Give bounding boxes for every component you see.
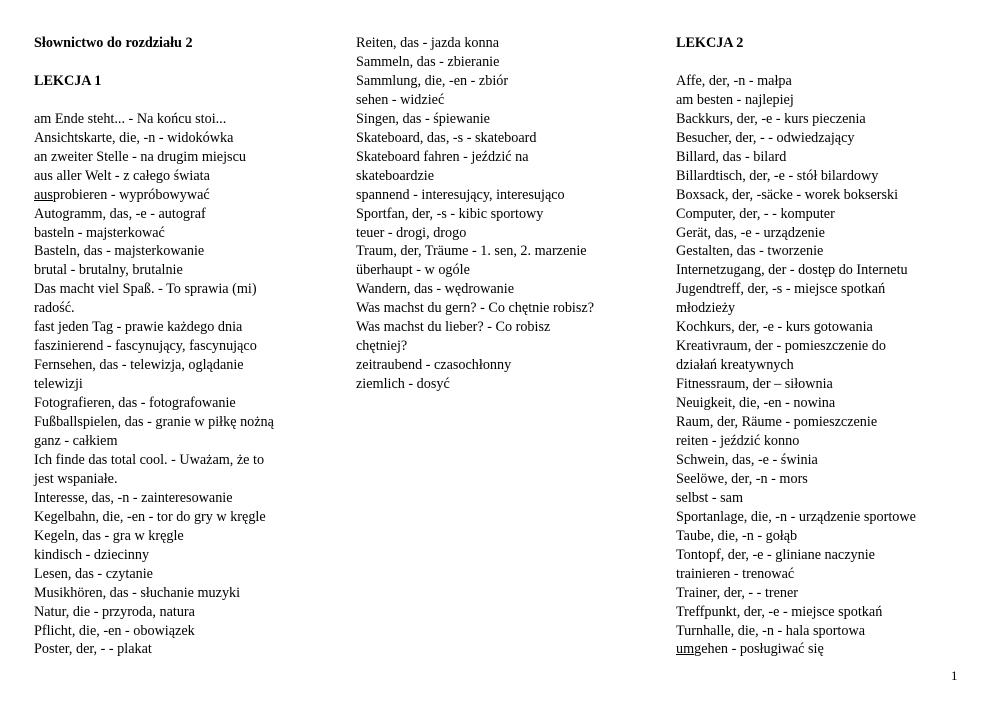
vocabulary-entry: Besucher, der, - - odwiedzający xyxy=(676,129,855,146)
vocabulary-entry: Lesen, das - czytanie xyxy=(34,565,153,582)
vocabulary-entry: Musikhören, das - słuchanie muzyki xyxy=(34,584,241,601)
vocabulary-entry: ziemlich - dosyć xyxy=(356,376,450,393)
vocabulary-entry: Sportfan, der, -s - kibic sportowy xyxy=(356,205,544,222)
vocabulary-entry: Turnhalle, die, -n - hala sportowa xyxy=(676,622,865,639)
vocabulary-entry: telewizji xyxy=(34,376,83,393)
vocabulary-entry: Computer, der, - - komputer xyxy=(676,205,835,222)
vocabulary-entry: Was machst du lieber? - Co robisz xyxy=(356,319,551,336)
vocabulary-entry: Autogramm, das, -e - autograf xyxy=(34,205,206,222)
vocabulary-entry: Fußballspielen, das - granie w piłkę nożną xyxy=(34,414,274,431)
vocabulary-entry: Seelöwe, der, -n - mors xyxy=(676,470,808,487)
vocabulary-entry: Fotografieren, das - fotografowanie xyxy=(34,395,236,412)
vocabulary-entry: Jugendtreff, der, -s - miejsce spotkań xyxy=(676,281,886,298)
vocabulary-entry: Skateboard fahren - jeździć na xyxy=(356,148,529,165)
vocabulary-entry xyxy=(34,186,334,205)
vocabulary-entry: Wandern, das - wędrowanie xyxy=(356,281,515,298)
vocabulary-entry: Reiten, das - jazda konna xyxy=(356,35,500,51)
vocabulary-entry: Internetzugang, der - dostęp do Internetu xyxy=(676,262,908,279)
vocabulary-entry: an zweiter Stelle - na drugim miejscu xyxy=(34,148,246,165)
vocabulary-entry: Sammeln, das - zbieranie xyxy=(356,53,500,70)
spacer xyxy=(34,53,334,72)
vocabulary-entry: aus aller Welt - z całego świata xyxy=(34,167,210,184)
vocabulary-entry: trainieren - trenować xyxy=(676,565,795,582)
vocabulary-entry: am Ende steht... - Na końcu stoi... xyxy=(34,110,227,127)
vocabulary-entry: Skateboard, das, -s - skateboard xyxy=(356,129,537,146)
vocabulary-entry: am besten - najlepiej xyxy=(676,91,794,108)
vocabulary-column-1 xyxy=(34,34,334,659)
vocabulary-entry: Kegeln, das - gra w kręgle xyxy=(34,527,184,544)
vocabulary-entry: Kreativraum, der - pomieszczenie do xyxy=(676,338,886,355)
entry-rest: gehen - posługiwać się xyxy=(694,641,824,658)
vocabulary-entry: Gestalten, das - tworzenie xyxy=(676,243,824,260)
vocabulary-entry: działań kreatywnych xyxy=(676,357,794,374)
spacer xyxy=(34,91,334,110)
vocabulary-entry: Sportanlage, die, -n - urządzenie sportowe xyxy=(676,508,916,525)
vocabulary-entry: spannend - interesujący, interesująco xyxy=(356,186,565,203)
vocabulary-entry: fast jeden Tag - prawie każdego dnia xyxy=(34,319,243,336)
vocabulary-entry: faszinierend - fascynujący, fascynująco xyxy=(34,338,257,355)
vocabulary-entry: Was machst du gern? - Co chętnie robisz? xyxy=(356,300,594,317)
vocabulary-entry xyxy=(676,640,976,659)
vocabulary-entry: ganz - całkiem xyxy=(34,432,118,449)
vocabulary-entry: Fitnessraum, der – siłownia xyxy=(676,376,833,393)
vocabulary-entry: Treffpunkt, der, -e - miejsce spotkań xyxy=(676,603,883,620)
vocabulary-entry: Gerät, das, -e - urządzenie xyxy=(676,224,825,241)
spacer xyxy=(676,53,976,72)
vocabulary-entry: Tontopf, der, -e - gliniane naczynie xyxy=(676,546,875,563)
vocabulary-entry: Ich finde das total cool. - Uważam, że to xyxy=(34,451,265,468)
vocabulary-entry: Taube, die, -n - gołąb xyxy=(676,527,798,544)
vocabulary-list-2 xyxy=(356,34,656,394)
entry-rest: probieren - wypróbowywać xyxy=(52,186,210,203)
vocabulary-list-1 xyxy=(34,110,334,660)
vocabulary-entry: Sammlung, die, -en - zbiór xyxy=(356,72,509,89)
vocabulary-list-3 xyxy=(676,72,976,660)
vocabulary-entry: chętniej? xyxy=(356,338,408,355)
lesson-heading-1: LEKCJA 1 xyxy=(34,72,102,89)
vocabulary-entry: Affe, der, -n - małpa xyxy=(676,72,792,89)
vocabulary-entry: brutal - brutalny, brutalnie xyxy=(34,262,183,279)
vocabulary-entry: Backkurs, der, -e - kurs pieczenia xyxy=(676,110,866,127)
vocabulary-entry: Raum, der, Räume - pomieszczenie xyxy=(676,414,878,431)
lesson-heading-2: LEKCJA 2 xyxy=(676,35,744,51)
vocabulary-entry: teuer - drogi, drogo xyxy=(356,224,467,241)
vocabulary-entry: skateboardzie xyxy=(356,167,434,184)
vocabulary-entry: reiten - jeździć konno xyxy=(676,433,800,449)
underlined-prefix: um xyxy=(676,641,695,658)
vocabulary-entry: sehen - widzieć xyxy=(356,91,445,108)
vocabulary-entry: Poster, der, - - plakat xyxy=(34,641,152,658)
underlined-prefix: aus xyxy=(34,186,53,203)
vocabulary-entry: Ansichtskarte, die, -n - widokówka xyxy=(34,129,234,146)
vocabulary-entry: basteln - majsterkować xyxy=(34,224,165,241)
vocabulary-entry: Boxsack, der, -säcke - worek bokserski xyxy=(676,186,899,203)
page-number: 1 xyxy=(951,668,958,683)
vocabulary-entry: Schwein, das, -e - świnia xyxy=(676,451,818,468)
vocabulary-entry: Fernsehen, das - telewizja, oglądanie xyxy=(34,357,244,374)
vocabulary-entry: kindisch - dziecinny xyxy=(34,546,150,563)
vocabulary-entry: młodzieży xyxy=(676,300,736,317)
vocabulary-entry: Singen, das - śpiewanie xyxy=(356,110,490,127)
vocabulary-entry: Natur, die - przyroda, natura xyxy=(34,603,195,620)
vocabulary-entry: Trainer, der, - - trener xyxy=(676,584,799,601)
vocabulary-entry: selbst - sam xyxy=(676,489,743,506)
vocabulary-column-3 xyxy=(676,34,976,659)
vocabulary-column-2 xyxy=(356,34,656,394)
vocabulary-entry: jest wspaniałe. xyxy=(34,470,118,487)
vocabulary-entry: überhaupt - w ogóle xyxy=(356,262,470,279)
vocabulary-entry: radość. xyxy=(34,300,75,317)
vocabulary-entry: Interesse, das, -n - zainteresowanie xyxy=(34,489,233,506)
vocabulary-entry: zeitraubend - czasochłonny xyxy=(356,357,512,374)
vocabulary-entry: Neuigkeit, die, -en - nowina xyxy=(676,395,836,412)
vocabulary-entry: Pflicht, die, -en - obowiązek xyxy=(34,622,195,639)
vocabulary-entry: Billard, das - bilard xyxy=(676,148,787,165)
vocabulary-entry: Das macht viel Spaß. - To sprawia (mi) xyxy=(34,281,257,298)
vocabulary-entry: Billardtisch, der, -e - stół bilardowy xyxy=(676,167,879,184)
vocabulary-entry: Basteln, das - majsterkowanie xyxy=(34,243,205,260)
vocabulary-entry: Traum, der, Träume - 1. sen, 2. marzenie xyxy=(356,243,587,260)
document-title: Słownictwo do rozdziału 2 xyxy=(34,35,193,51)
vocabulary-entry: Kegelbahn, die, -en - tor do gry w kręgle xyxy=(34,508,266,525)
vocabulary-entry: Kochkurs, der, -e - kurs gotowania xyxy=(676,319,873,336)
